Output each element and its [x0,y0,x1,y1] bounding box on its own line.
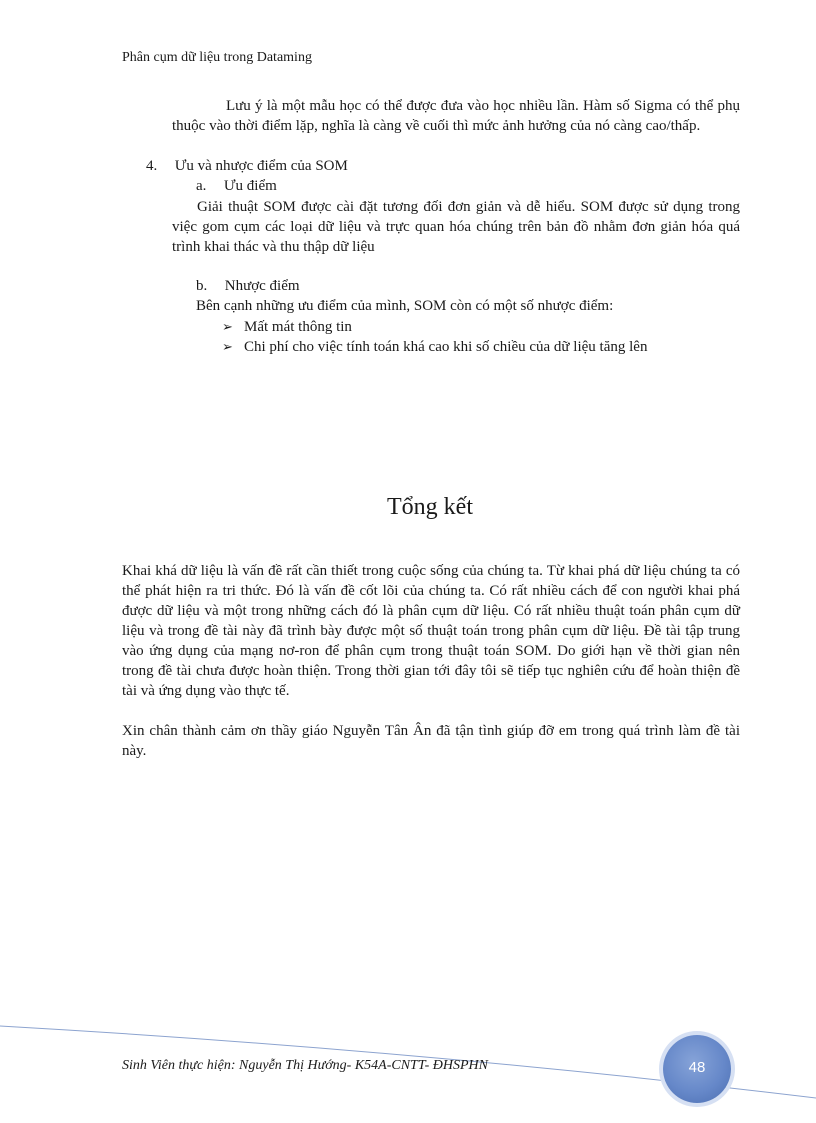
summary-paragraph: Khai khá dữ liệu là vấn đề rất cần thiết trong cuộc sống của chúng ta. Từ khai phá dữ liệu chúng ta có thể phát hiện ra tri thức. Đó là vấn đề cốt lõi của chúng ta. Có rất nhiều cách để con người khai phá được dữ liệu và một trong những cách đó là phân cụm dữ liệu. Có rất nhiều thuật toán phân cụm dữ liệu và trong đề tài này đã trình bày được một số thuật toán trong phân cụm dữ liệu. Đề tài tập trung vào ứng dụng của mạng nơ-ron để phân cụm trong thuật toán SOM. Do giới hạn về thời gian nên trong đề tài chưa được hoàn thiện. Trong thời gian tới đây tôi sẽ tiếp tục nghiên cứu để hoàn thiện đề tài và ứng dụng vào thực tế. [122,563,740,699]
disadvantage-item: ➢ Chi phí cho việc tính toán khá cao khi số chiều của dữ liệu tăng lên [222,339,648,355]
section-number: 4. [146,158,158,174]
subsection-a-label: a. [196,178,207,194]
disadvantage-item: ➢ Mất mát thông tin [222,319,352,335]
subsection-a-title: Ưu điểm [223,178,277,194]
subsection-b-heading [196,276,300,296]
section-title: Ưu và nhược điểm của SOM [174,158,348,174]
page-number-badge [663,1035,731,1103]
section-4-heading [146,156,348,176]
subsection-b-label: b. [196,278,208,294]
page-number: 48 [688,1059,706,1076]
acknowledgement-paragraph: Xin chân thành cảm ơn thầy giáo Nguyễn Tân Ân đã tận tình giúp đỡ em trong quá trình làm đề tài này. [122,723,740,759]
subsection-a-heading [196,176,277,196]
page-header: Phân cụm dữ liệu trong Dataming [122,50,312,65]
arrow-bullet-icon: ➢ [222,319,233,334]
footer-author: Sinh Viên thực hiện: Nguyễn Thị Hướng- K54A-CNTT- ĐHSPHN [122,1058,488,1073]
summary-title: Tổng kết [387,494,473,520]
disadvantages-intro: Bên cạnh những ưu điểm của mình, SOM còn có một số nhược điểm: [196,298,614,314]
sigma-note: Lưu ý là một mẫu học có thể được đưa vào học nhiều lần. Hàm số Sigma có thể phụ thuộc vào thời điểm lặp, nghĩa là càng về cuối thì mức ảnh hưởng của nó càng cao/thấp. [172,98,740,134]
advantages-paragraph: Giải thuật SOM được cài đặt tương đối đơn giản và dễ hiểu. SOM được sử dụng trong việc gom cụm các loại dữ liệu và trực quan hóa chúng trên bản đồ nhằm đơn giản hóa quá trình khai thác và thu thập dữ liệu [172,199,740,255]
subsection-b-title: Nhược điểm [224,278,300,294]
arrow-bullet-icon: ➢ [222,339,233,354]
